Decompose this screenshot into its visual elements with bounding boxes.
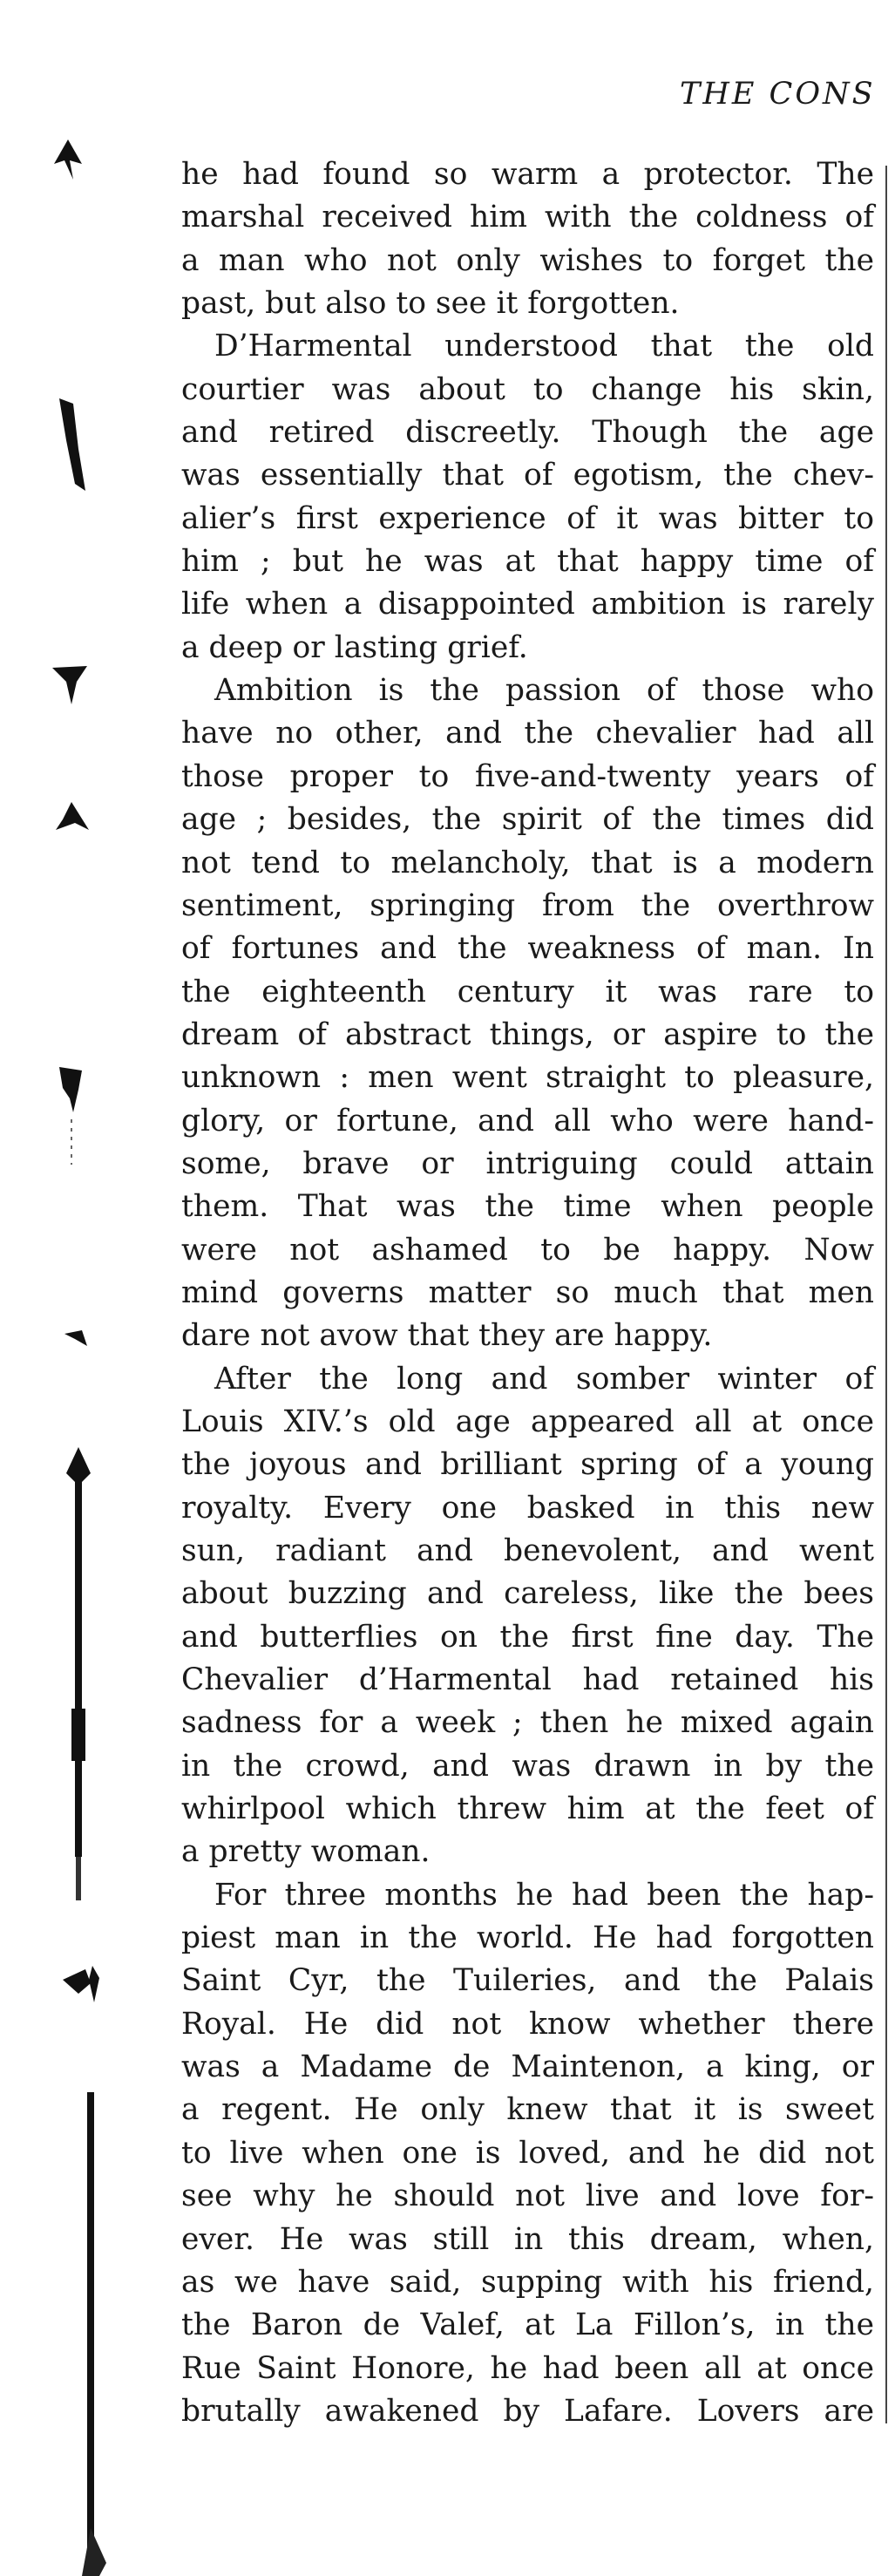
text-line: and retired discreetly. Though the age — [181, 415, 874, 451]
text-line: see why he should not live and love for- — [181, 2178, 874, 2214]
text-line: Saint Cyr, the Tuileries, and the Palais — [181, 1963, 874, 1999]
text-line: Royal. He did not know whether there — [181, 2006, 874, 2042]
text-line: those proper to five-and-twenty years of — [181, 758, 874, 794]
text-line: brutally awakened by Lafare. Lovers are — [181, 2393, 874, 2429]
text-line: the joyous and brilliant spring of a young — [181, 1447, 874, 1483]
text-line: about buzzing and careless, like the bees — [181, 1576, 874, 1612]
text-line: sadness for a week ; then he mixed again — [181, 1705, 874, 1741]
text-line: ever. He was still in this dream, when, — [181, 2221, 874, 2257]
text-line: Ambition is the passion of those who — [214, 673, 874, 709]
ink-mark-3 — [51, 663, 89, 706]
text-line: royalty. Every one basked in this new — [181, 1490, 874, 1526]
ink-mark-5 — [56, 1064, 85, 1168]
text-line: have no other, and the chevalier had all — [181, 716, 874, 751]
text-line: he had found so warm a protector. The — [181, 157, 874, 192]
text-line: past, but also to see it forgotten. — [181, 286, 680, 322]
text-line: the Baron de Valef, at La Fillon’s, in the — [181, 2308, 874, 2343]
text-line: a deep or lasting grief. — [181, 629, 528, 665]
text-line: Louis XIV.’s old age appeared all at once — [181, 1404, 874, 1439]
text-line: After the long and somber winter of — [214, 1361, 874, 1397]
text-line: were not ashamed to be happy. Now — [181, 1232, 874, 1268]
text-line: whirlpool which threw him at the feet of — [181, 1791, 874, 1827]
text-line: sun, radiant and benevolent, and went — [181, 1533, 874, 1568]
text-line: a pretty woman. — [181, 1834, 431, 1870]
body-text — [181, 153, 874, 2433]
text-line: in the crowd, and was drawn in by the — [181, 1748, 874, 1784]
text-line: was essentially that of egotism, the chev- — [181, 458, 874, 493]
ink-bar-2 — [77, 2092, 112, 2576]
text-line: alier’s first experience of it was bitter to — [181, 500, 874, 536]
running-head: THE CONS — [680, 77, 876, 112]
text-line: as we have said, supping with his friend, — [181, 2264, 874, 2300]
text-line: unknown : men went straight to pleasure, — [181, 1060, 874, 1096]
text-line: a man who not only wishes to forget the — [181, 242, 874, 278]
text-line: piest man in the world. He had forgotten — [181, 1920, 874, 1956]
ink-bar-1 — [61, 1447, 96, 1900]
text-line: of fortunes and the weakness of man. In — [181, 931, 874, 967]
text-line: age ; besides, the spirit of the times did — [181, 802, 874, 838]
text-line: glory, or fortune, and all who were hand- — [181, 1103, 874, 1138]
text-line: was a Madame de Maintenon, a king, or — [181, 2049, 874, 2085]
text-line: D’Harmental understood that the old — [214, 329, 874, 364]
text-line: the eighteenth century it was rare to — [181, 974, 874, 1009]
text-line: Rue Saint Honore, he had been all at once — [181, 2350, 874, 2386]
text-line: dare not avow that they are happy. — [181, 1318, 713, 1354]
ink-mark-4 — [52, 800, 91, 832]
text-line: and butterflies on the first fine day. The — [181, 1619, 874, 1655]
text-line: him ; but he was at that happy time of — [181, 544, 874, 580]
text-line: For three months he had been the hap- — [214, 1877, 874, 1913]
text-line: them. That was the time when people — [181, 1189, 874, 1225]
text-line: sentiment, springing from the overthrow — [181, 887, 874, 923]
text-line: life when a disappointed ambition is rarely — [181, 587, 874, 622]
ink-mark-2 — [54, 397, 89, 493]
column-rule — [885, 166, 887, 2423]
ink-mark-1 — [51, 138, 85, 181]
ink-mark-7 — [59, 1957, 108, 2006]
text-line: not tend to melancholy, that is a modern — [181, 845, 874, 880]
text-line: to live when one is loved, and he did not — [181, 2135, 874, 2171]
text-line: a regent. He only knew that it is sweet — [181, 2092, 874, 2128]
text-line: marshal received him with the coldness of — [181, 200, 874, 235]
text-line: some, brave or intriguing could attain — [181, 1145, 874, 1181]
text-line: Chevalier d’Harmental had retained his — [181, 1662, 874, 1698]
ink-mark-6 — [63, 1329, 89, 1349]
text-line: courtier was about to change his skin, — [181, 371, 874, 407]
text-line: mind governs matter so much that men — [181, 1274, 874, 1310]
text-line: dream of abstract things, or aspire to the — [181, 1016, 874, 1052]
